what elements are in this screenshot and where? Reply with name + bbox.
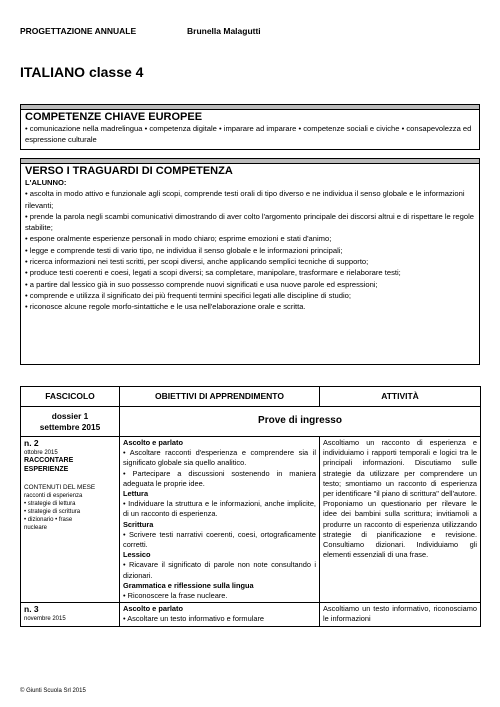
dossier-number: dossier 1 xyxy=(51,411,89,421)
fascicolo-number: n. 3 xyxy=(24,604,39,615)
prove-ingresso: Prove di ingresso xyxy=(120,407,481,437)
objective-text: • Ascoltare un testo informativo e formulare xyxy=(123,614,265,624)
fascicolo-cell xyxy=(21,603,120,626)
table-row xyxy=(21,407,481,437)
fascicolo-cell xyxy=(21,437,120,603)
fascicolo-number: n. 2 xyxy=(24,438,39,448)
traguardi-box xyxy=(20,158,480,365)
section-title: Grammatica e riflessione sulla lingua xyxy=(123,580,254,590)
fascicolo-date: novembre 2015 xyxy=(24,616,66,623)
project-label: PROGETTAZIONE ANNUALE xyxy=(20,26,137,36)
section-title: Scrittura xyxy=(123,519,154,529)
table-row xyxy=(21,603,481,626)
dossier-date: settembre 2015 xyxy=(39,421,101,432)
traguardi-item: • produce testi coerenti e coesi, legati a scopi diversi; sa completare, manipolare, trasformare e rielaborare testi; xyxy=(25,268,401,278)
traguardi-item: • legge e comprende testi di vario tipo, ne individua il senso globale e le informazioni principali; xyxy=(25,245,343,255)
contenuti-item: • dizionario • frase xyxy=(24,517,73,523)
col-attivita: ATTIVITÀ xyxy=(320,387,481,407)
table-row xyxy=(21,437,481,603)
objective-text: • Ascoltare racconti d'esperienza e comprendere sia il significato globale sia quello analitico. • Partecipare a discussioni sostenendo in maniera adeguata le proprie idee. xyxy=(123,448,316,488)
competenze-text: • comunicazione nella madrelingua • competenza digitale • imparare ad imparare • competenze sociali e civiche • consapevolezza ed espressione culturale xyxy=(25,124,472,144)
col-obiettivi: OBIETTIVI DI APPRENDIMENTO xyxy=(120,387,320,407)
traguardi-body xyxy=(21,177,479,315)
obiettivi-cell xyxy=(120,603,320,626)
dossier-cell xyxy=(21,407,120,437)
section-title: Ascolto e parlato xyxy=(123,438,183,447)
page-title: ITALIANO classe 4 xyxy=(20,64,144,80)
author-name: Brunella Malagutti xyxy=(187,26,261,36)
fascicolo-tag: ESPERIENZE xyxy=(24,465,69,473)
contenuti-block xyxy=(24,484,116,532)
traguardi-item: • comprende e utilizza il significato dei più frequenti termini specifici legati alle discipline di studio; xyxy=(25,290,351,300)
fascicolo-tag: RACCONTARE xyxy=(24,457,74,464)
objective-text: • Scrivere testi narrativi coerenti, coesi, ortograficamente corretti. xyxy=(123,529,316,550)
planning-table xyxy=(20,386,481,627)
attivita-cell: Ascoltiamo un testo informativo, riconosciamo le informazioni xyxy=(320,603,481,626)
competenze-box xyxy=(20,104,480,150)
fascicolo-date: ottobre 2015 xyxy=(24,450,58,456)
attivita-cell: Ascoltiamo un racconto di esperienza e individuiamo i rapporti temporali e logici tra le principali informazioni. Discutiamo sulle strategie da utilizzare per comprendere un testo; smontiamo un racconto di esperienza per identificare "il piano di scrittura" dell'autore. Proponiamo un questionario per rilevare le idee dei bambini sulla scrittura; invitiamoli a produrre un racconto di esperienza utilizzando strategie di pianificazione e revisione. Consultiamo dizionari. Individuiamo gli elementi essenziali di una frase. xyxy=(320,437,481,603)
objective-text: • Riconoscere la frase nucleare. xyxy=(123,591,228,601)
obiettivi-cell xyxy=(120,437,320,603)
traguardi-item: • riconosce alcune regole morfo-sintattiche e le usa nell'elaborazione orale e scritta. xyxy=(25,302,306,312)
page-header xyxy=(20,26,261,36)
contenuti-item: racconti di esperienza xyxy=(24,493,83,499)
section-title: Lessico xyxy=(123,550,151,560)
traguardi-item: • ascolta in modo attivo e funzionale agli scopi, comprende testi orali di tipo diverso e ne individua il senso globale e le informazioni rilevanti; xyxy=(25,189,465,210)
contenuti-item: • strategie di scrittura xyxy=(24,509,81,515)
contenuti-title: CONTENUTI DEL MESE xyxy=(24,484,96,491)
table-header-row xyxy=(21,387,481,407)
traguardi-item: • a partire dal lessico già in suo possesso comprende nuovi significati e usa nuove parole ed espressioni; xyxy=(25,279,378,289)
traguardi-item: • ricerca informazioni nei testi scritti, per scopi diversi, anche applicando semplici tecniche di supporto; xyxy=(25,257,369,267)
traguardi-item: • espone oralmente esperienze personali in modo chiaro; esprime emozioni e stati d'animo; xyxy=(25,234,332,244)
copyright-footer: © Giunti Scuola Srl 2015 xyxy=(20,688,86,694)
traguardi-heading: VERSO I TRAGUARDI DI COMPETENZA xyxy=(25,165,233,177)
contenuti-item: • strategie di lettura xyxy=(24,501,76,507)
traguardi-item: • prende la parola negli scambi comunicativi dimostrando di aver colto l'argomento principale dei discorsi altrui e di rispettare le regole stabilite; xyxy=(25,211,474,233)
objective-text: • Ricavare il significato di parole non note consultando i dizionari. xyxy=(123,560,316,580)
objective-text: • Individuare la struttura e le informazioni, anche implicite, di un racconto di esperienza. xyxy=(123,499,316,519)
section-title: Ascolto e parlato xyxy=(123,604,183,614)
contenuti-item: nucleare xyxy=(24,525,48,531)
competenze-heading: COMPETENZE CHIAVE EUROPEE xyxy=(25,111,203,123)
col-fascicolo: FASCICOLO xyxy=(21,387,120,407)
traguardi-intro: L'ALUNNO: xyxy=(25,178,67,187)
section-title: Lettura xyxy=(123,489,149,499)
